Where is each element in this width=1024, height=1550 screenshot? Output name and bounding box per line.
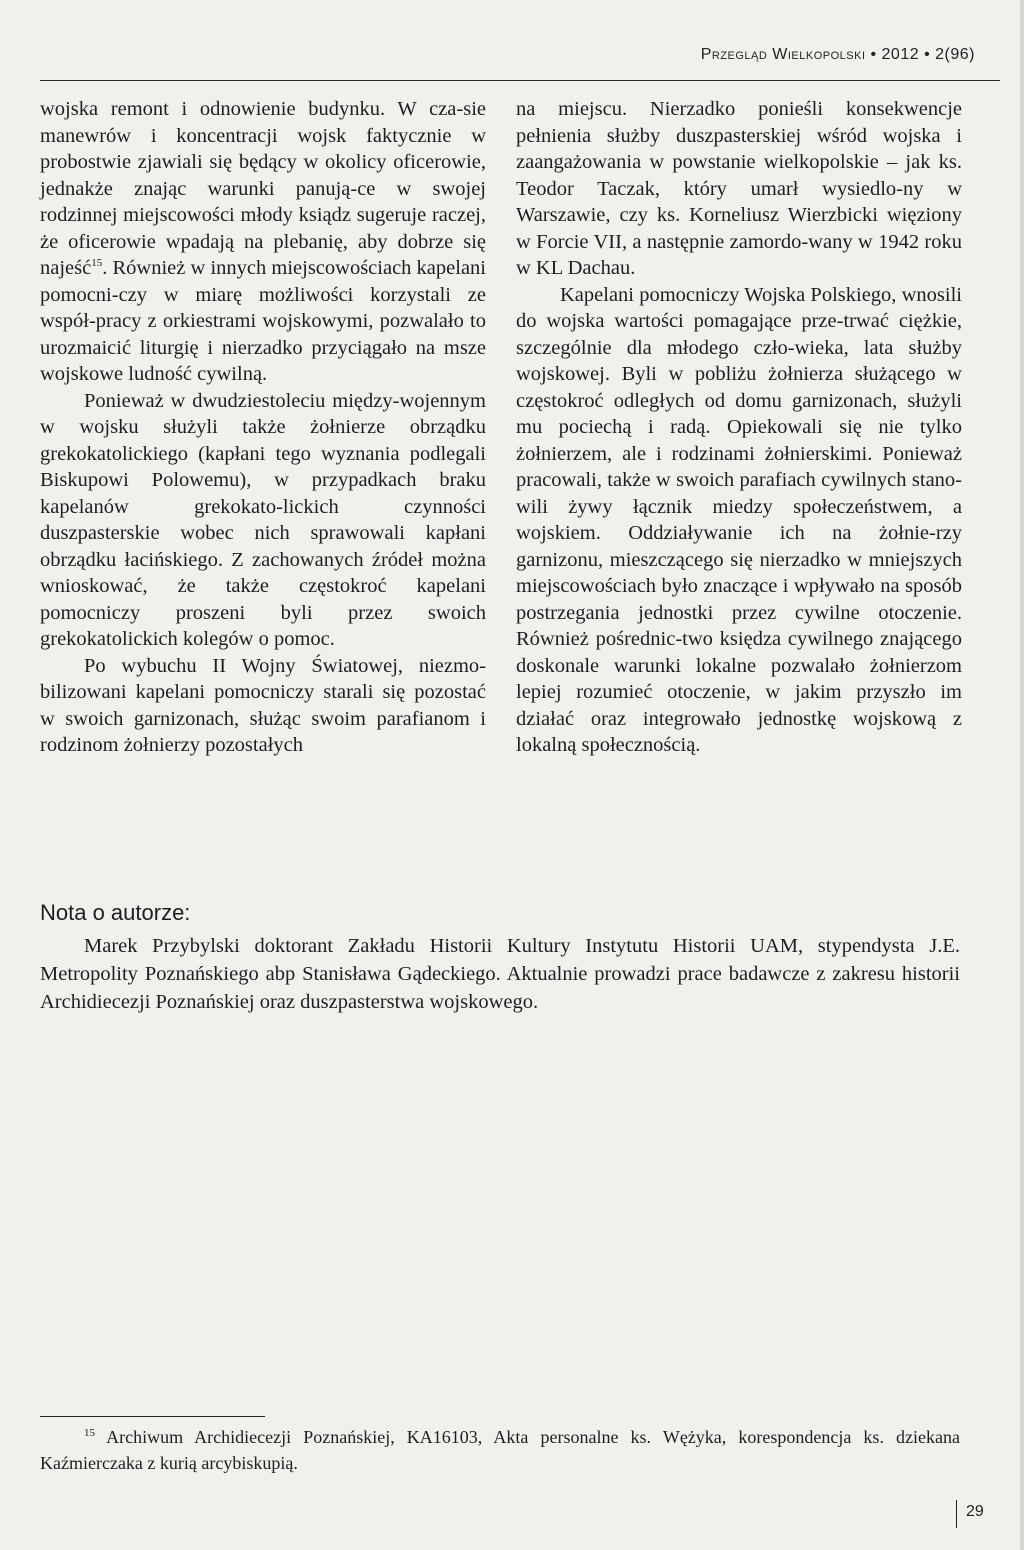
paragraph: Po wybuchu II Wojny Światowej, niezmo-bilizowani kapelani pomocniczy starali się pozostać w swoich garnizonach, służąc swoim parafianom i rodzinom żołnierzy pozostałych [40,654,486,756]
footnote [40,1424,960,1476]
author-note-body: Marek Przybylski doktorant Zakładu Historii Kultury Instytutu Historii UAM, stypendysta J.E. Metropolity Poznańskiego abp Stanisława Gądeckiego. Aktualnie prowadzi prace badawcze z zakresu historii Archidiecezji Poznańskiej oraz duszpasterstwa wojskowego. [40,935,960,1013]
footnote-rule [40,1416,265,1417]
paragraph-text: wojska remont i odnowienie budynku. W cza-sie manewrów i koncentracji wojsk faktycznie w probostwie zjawiali się będący w okolicy oficerowie, jednakże znając warunki panują-ce w swojej rodzinnej miejscowości młody ksiądz sugeruje raczej, że oficerowie wpadają na plebanię, aby dobrze się najeść [40,98,486,279]
running-header [645,46,975,64]
header-rule [40,80,1000,81]
footnote-number: 15 [84,1427,95,1439]
right-column [516,96,962,759]
author-note-text [40,932,960,1016]
footnote-text: Archiwum Archidiecezji Poznańskiej, KA16103, Akta personalne ks. Wężyka, korespondencja ks. dziekana Kaźmierczaka z kurią arcybiskupią. [40,1427,960,1473]
paragraph-text: . Również w innych miejscowościach kapelani pomocni-czy w miarę możliwości korzystali ze współ-pracy z orkiestrami wojskowymi, pozwalało to urozmaicić liturgię i nierzadko przyciągało na msze wojskowe ludność cywilną. [40,257,486,385]
paragraph: Kapelani pomocniczy Wojska Polskiego, wnosili do wojska wartości pomagające prze-trwać ciężkie, szczególnie dla młodego czło-wieka, lata służby wojskowej. Byli w pobliżu żołnierza służącego w częstokroć odległych od domu garnizonach, służyli mu pociechą i radą. Opiekowali się nie tylko żołnierzem, ale i rodzinami żołnierskimi. Ponieważ pracowali, także w swoich parafiach cywilnych stano-wili żywy łącznik miedzy społeczeństwem, a wojskiem. Oddziaływanie ich na żołnie-rzy garnizonu, mieszczącego się nierzadko w mniejszych miejscowościach było znaczące i wpływało na sposób postrzegania jednostki przez cywilne otoczenie. Również pośrednic-two księdza cywilnego znającego doskonale warunki lokalne pozwalało żołnierzom lepiej rozumieć otoczenie, w jakim przyszło im działać oraz integrowało jednostkę wojskową z lokalną społecznością. [516,283,962,756]
page-number-bar [956,1500,957,1528]
footnote-ref[interactable]: 15 [91,257,103,270]
paragraph [40,96,486,388]
journal-issue: 2(96) [935,46,975,63]
journal-title: Przegląd Wielkopolski [700,46,866,63]
paragraph: na miejscu. Nierzadko ponieśli konsekwencje pełnienia służby duszpasterskiej wśród wojska i zaangażowania w powstanie wielkopolskie – jak ks. Teodor Taczak, który umarł wysiedlo-ny w Warszawie, czy ks. Korneliusz Wierzbicki więziony w Forcie VII, a następnie zamordo-wany w 1942 roku w KL Dachau. [516,98,962,279]
left-column [40,96,486,759]
header-bullet-1: • [870,46,877,63]
paragraph: Ponieważ w dwudziestoleciu między-wojennym w wojsku służyli także żołnierze obrządku grekokatolickiego (kapłani tego wyznania podlegali Biskupowi Polowemu), w przypadkach braku kapelanów grekokato-lickich czynności duszpasterskie wobec nich sprawowali kapłani obrządku łacińskiego. Z zachowanych źródeł można wnioskować, że także częstokroć kapelani pomocniczy proszeni byli przez swoich grekokatolickich kolegów o pomoc. [40,389,486,650]
scan-edge [1020,0,1024,1550]
author-note-heading: Nota o autorze: [40,900,191,925]
journal-year: 2012 [881,46,920,63]
page-number: 29 [966,1503,984,1520]
header-bullet-2: • [924,46,931,63]
